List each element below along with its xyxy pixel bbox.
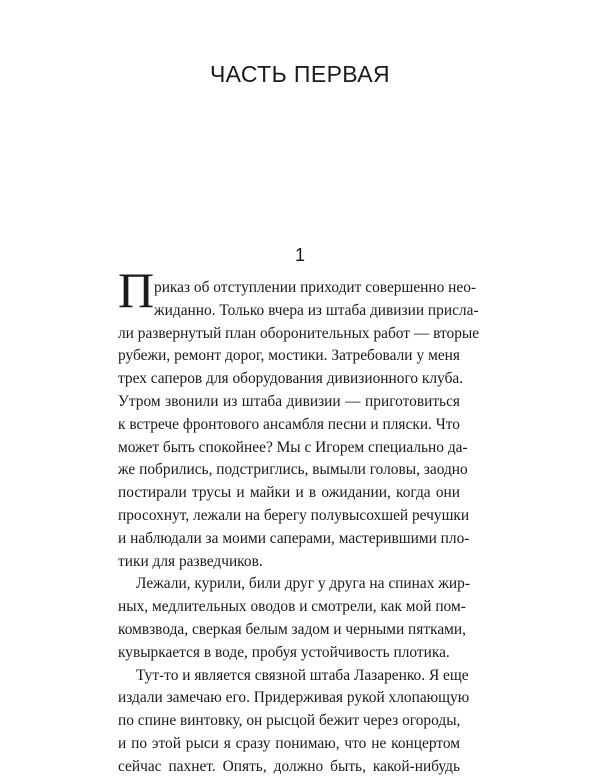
text-line: Тут-то и является связной штаба Лазаренко. Я еще (136, 666, 469, 684)
text-line: тики для разведчиков. (118, 552, 263, 570)
text-line: комвзвода, сверкая белым задом и черными пятками, (118, 620, 466, 638)
text-line: просохнут, лежали на берегу полувысохшей речушки (118, 506, 470, 524)
text-line: и по этой рыси я сразу понимаю, что не концертом (118, 734, 460, 752)
drop-cap: П (118, 262, 155, 318)
text-line: Лежали, курили, били друг у друга на спинах жир- (136, 575, 470, 593)
part-title: ЧАСТЬ ПЕРВАЯ (209, 61, 391, 87)
text-line: к встрече фронтового ансамбля песни и пляски. Что (118, 415, 460, 433)
text-line: постирали трусы и майки и в ожидании, когда они (118, 484, 460, 502)
text-line: сейчас пахнет. Опять, должно быть, какой-нибудь (118, 757, 460, 775)
text-line: жиданно. Только вчера из штаба дивизии присла- (154, 301, 479, 319)
text-line: издали замечаю его. Придерживая рукой хлопающую (118, 689, 470, 707)
chapter-number: 1 (294, 245, 305, 265)
text-line: может быть спокойнее? Мы с Игорем специально да- (118, 438, 468, 456)
text-line: ных, медлительных оводов и смотрели, как мой пом- (118, 598, 466, 616)
text-line: кувыркается в воде, пробуя устойчивость плотика. (118, 643, 450, 661)
text-line: по спине винтовку, он рысцой бежит через огороды, (118, 712, 461, 730)
text-line: ли развернутый план оборонительных работ — вторые (118, 324, 480, 342)
text-line: риказ об отступлении приходит совершенно нео- (154, 279, 477, 296)
text-line: же побрились, подстриглись, вымыли головы, заодно (118, 461, 468, 479)
text-line: Утром звонили из штаба дивизии — приготовиться (118, 392, 460, 410)
text-line: трех саперов для оборудования дивизионного клуба. (118, 370, 464, 388)
body-text (118, 277, 480, 779)
text-line: и наблюдали за моими саперами, мастерившими пло- (118, 529, 470, 547)
text-line: рубежи, ремонт дорог, мостики. Затребовали у меня (118, 347, 460, 365)
